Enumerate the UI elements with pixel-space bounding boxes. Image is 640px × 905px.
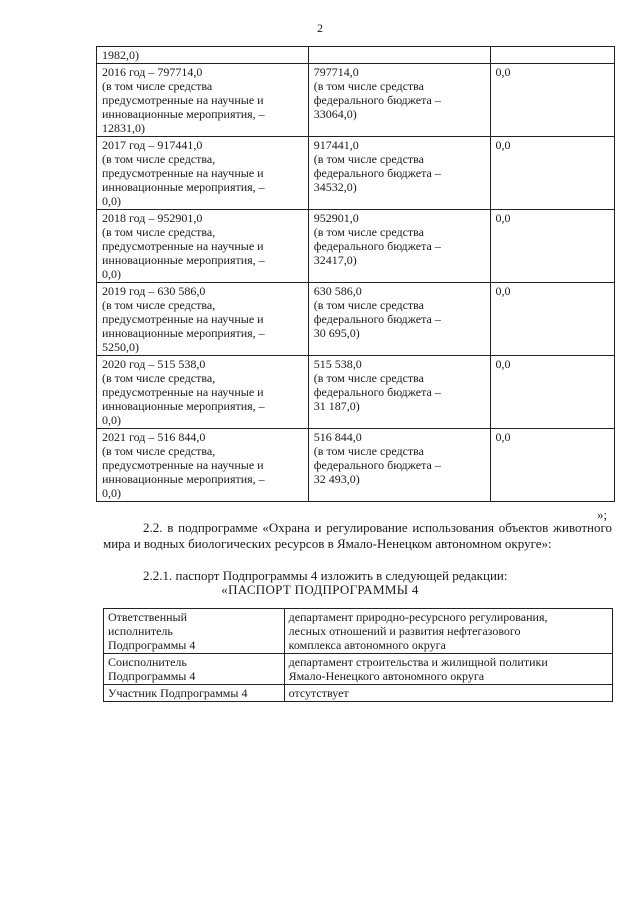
cell-line: исполнитель (108, 624, 173, 638)
cell-line: 0,0 (495, 357, 511, 371)
cell-line: 0,0 (495, 430, 511, 444)
cell-line: 2020 год – 515 538,0 (102, 357, 206, 371)
cell-line: инновационные мероприятия, – (102, 326, 265, 340)
cell-line: (в том числе средства, (102, 298, 216, 312)
cell-line: 0,0) (102, 194, 121, 208)
cell-line: лесных отношений и развития нефтегазового (288, 624, 521, 638)
table-cell-extra (490, 429, 614, 502)
cell-line: 32417,0) (313, 253, 357, 267)
cell-line: 5250,0) (102, 340, 139, 354)
page-number: 2 (317, 21, 323, 35)
cell-line: федерального бюджета – (313, 385, 441, 399)
cell-line: 952901,0 (313, 211, 359, 225)
table-cell-extra (490, 137, 614, 210)
cell-line: предусмотренные на научные и (102, 239, 264, 253)
cell-line: 2017 год – 917441,0 (102, 138, 203, 152)
passport-value-cell (284, 654, 612, 685)
table-row (97, 47, 615, 64)
cell-line: (в том числе средства (313, 371, 424, 385)
cell-line: 917441,0 (313, 138, 359, 152)
cell-line: 630 586,0 (313, 284, 362, 298)
cell-line: предусмотренные на научные и (102, 93, 264, 107)
cell-line: 515 538,0 (313, 357, 362, 371)
cell-line: 31 187,0) (313, 399, 360, 413)
cell-line: предусмотренные на научные и (102, 385, 264, 399)
table-cell-extra (490, 283, 614, 356)
table-row (97, 429, 615, 502)
funding-table (96, 46, 615, 502)
cell-line: департамент строительства и жилищной политики (288, 655, 548, 669)
passport-label-cell (104, 609, 285, 654)
cell-line: Участник Подпрограммы 4 (108, 686, 248, 700)
cell-line: (в том числе средства, (102, 152, 216, 166)
cell-line: предусмотренные на научные и (102, 166, 264, 180)
cell-line: (в том числе средства (102, 79, 213, 93)
cell-line: федерального бюджета – (313, 458, 441, 472)
cell-line: инновационные мероприятия, – (102, 107, 265, 121)
table-row (97, 137, 615, 210)
cell-line: инновационные мероприятия, – (102, 399, 265, 413)
cell-line: федерального бюджета – (313, 93, 441, 107)
passport-table (103, 608, 613, 702)
table-cell-year (97, 356, 309, 429)
cell-line: 30 695,0) (313, 326, 360, 340)
cell-line: (в том числе средства, (102, 225, 216, 239)
cell-line: (в том числе средства (313, 152, 424, 166)
table-cell-year (97, 429, 309, 502)
cell-line: (в том числе средства (313, 79, 424, 93)
cell-line: 797714,0 (313, 65, 359, 79)
table-cell-year (97, 283, 309, 356)
cell-line: 0,0 (495, 65, 511, 79)
paragraph-passport-instruction: 2.2.1. паспорт Подпрограммы 4 изложить в следующей редакции: (143, 568, 508, 583)
cell-line: предусмотренные на научные и (102, 312, 264, 326)
cell-line: 0,0) (102, 413, 121, 427)
table-cell-amount (308, 64, 490, 137)
cell-line: (в том числе средства, (102, 371, 216, 385)
table-cell-amount (308, 210, 490, 283)
cell-line: 2016 год – 797714,0 (102, 65, 203, 79)
cell-line: федерального бюджета – (313, 312, 441, 326)
cell-line: Подпрограммы 4 (108, 638, 196, 652)
table-cell-extra (490, 64, 614, 137)
cell-line: инновационные мероприятия, – (102, 253, 265, 267)
table-cell-amount (308, 47, 490, 64)
cell-line: Подпрограммы 4 (108, 669, 196, 683)
cell-line: 0,0) (102, 486, 121, 500)
cell-line: (в том числе средства, (102, 444, 216, 458)
cell-line: Ответственный (108, 610, 188, 624)
cell-line: 33064,0) (313, 107, 357, 121)
cell-line: 0,0) (102, 267, 121, 281)
table-cell-extra (490, 47, 614, 64)
table-row (104, 685, 613, 702)
table-cell-amount (308, 137, 490, 210)
paragraph-subprogram-amendment: 2.2. в подпрограмме «Охрана и регулирование использования объектов животного мира и водных биологических ресурсов в Ямало-Ненецком автономном округе»: (103, 520, 612, 551)
table-cell-year (97, 47, 309, 64)
cell-line: федерального бюджета – (313, 239, 441, 253)
table-row (104, 654, 613, 685)
cell-line: 0,0 (495, 284, 511, 298)
passport-title: «ПАСПОРТ ПОДПРОГРАММЫ 4 (221, 582, 419, 597)
table-cell-extra (490, 356, 614, 429)
cell-line: предусмотренные на научные и (102, 458, 264, 472)
cell-line: 516 844,0 (313, 430, 362, 444)
table-cell-amount (308, 429, 490, 502)
cell-line: 0,0 (495, 211, 511, 225)
cell-line: инновационные мероприятия, – (102, 472, 265, 486)
table-cell-amount (308, 356, 490, 429)
cell-line: федерального бюджета – (313, 166, 441, 180)
table-cell-year (97, 64, 309, 137)
cell-line: (в том числе средства (313, 225, 424, 239)
cell-line: Соисполнитель (108, 655, 187, 669)
cell-line: 2018 год – 952901,0 (102, 211, 203, 225)
table-cell-amount (308, 283, 490, 356)
table-row (104, 609, 613, 654)
cell-line: департамент природно-ресурсного регулирования, (288, 610, 548, 624)
table-row (97, 283, 615, 356)
cell-line: 12831,0) (102, 121, 145, 135)
table-cell-year (97, 210, 309, 283)
cell-line: 1982,0) (102, 48, 139, 62)
closing-quote-mark: »; (597, 507, 608, 522)
passport-label-cell (104, 654, 285, 685)
table-row (97, 210, 615, 283)
cell-line: комплекса автономного округа (288, 638, 446, 652)
cell-line: (в том числе средства (313, 298, 424, 312)
cell-line: 2019 год – 630 586,0 (102, 284, 206, 298)
cell-line: отсутствует (288, 686, 349, 700)
cell-line: 0,0 (495, 138, 511, 152)
cell-line: 2021 год – 516 844,0 (102, 430, 206, 444)
cell-line: 32 493,0) (313, 472, 360, 486)
table-row (97, 356, 615, 429)
passport-value-cell (284, 609, 612, 654)
cell-line: Ямало-Ненецкого автономного округа (288, 669, 485, 683)
cell-line: (в том числе средства (313, 444, 424, 458)
passport-label-cell (104, 685, 285, 702)
cell-line: 34532,0) (313, 180, 357, 194)
table-cell-year (97, 137, 309, 210)
table-cell-extra (490, 210, 614, 283)
passport-value-cell (284, 685, 612, 702)
table-row (97, 64, 615, 137)
cell-line: инновационные мероприятия, – (102, 180, 265, 194)
